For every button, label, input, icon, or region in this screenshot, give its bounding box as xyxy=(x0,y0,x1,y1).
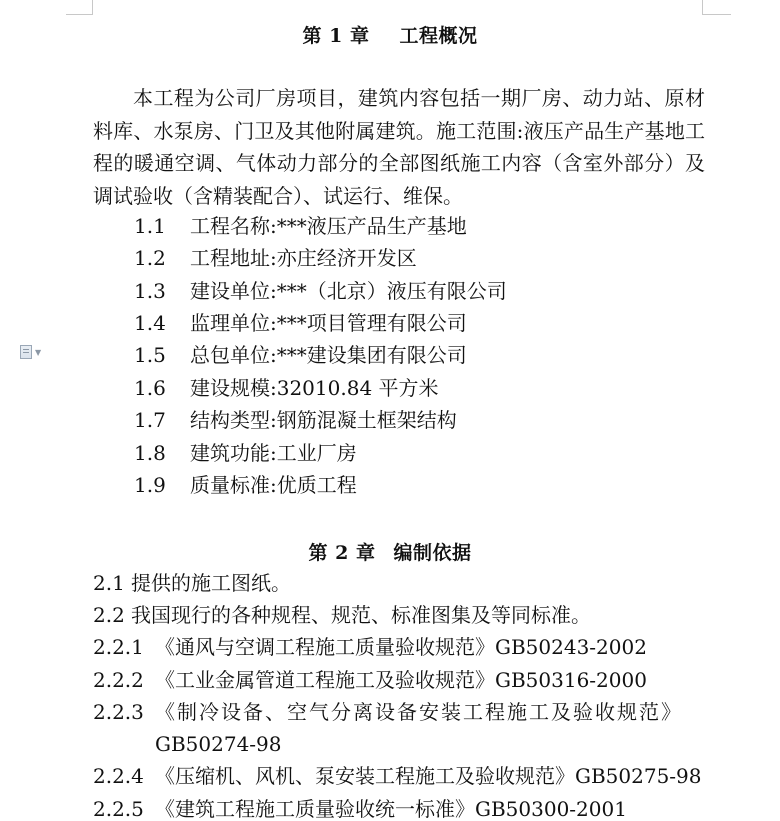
list-item: 1.2 工程地址:亦庄经济开发区 xyxy=(134,246,417,270)
page-margin-corner-top-right xyxy=(702,0,731,15)
list-item-continuation: GB50274-98 xyxy=(155,732,282,756)
chapter-1-title: 工程概况 xyxy=(399,25,478,47)
list-item: 2.2.1 《通风与空调工程施工质量验收规范》GB50243-2002 xyxy=(93,635,647,659)
list-item: 1.4 监理单位:***项目管理有限公司 xyxy=(134,311,467,335)
chapter-1-number: 第 1 章 xyxy=(302,25,370,47)
list-item: 1.6 建设规模:32010.84 平方米 xyxy=(134,376,439,400)
document-icon xyxy=(20,345,32,359)
list-item: 2.1 提供的施工图纸。 xyxy=(93,571,291,595)
chevron-down-icon: ▼ xyxy=(35,347,42,357)
chapter-2-number: 第 2 章 xyxy=(308,542,376,564)
list-item: 2.2.5 《建筑工程施工质量验收统一标准》GB50300-2001 xyxy=(93,797,627,821)
paste-options-icon[interactable] xyxy=(20,344,50,360)
list-item: 2.2.4 《压缩机、风机、泵安装工程施工及验收规范》GB50275-98 xyxy=(93,764,702,788)
chapter-2-title: 编制依据 xyxy=(393,542,472,564)
list-item: 2.2.2 《工业金属管道工程施工及验收规范》GB50316-2000 xyxy=(93,668,647,692)
chapter-1-heading xyxy=(0,21,780,48)
chapter-2-heading xyxy=(0,538,780,565)
list-item: 1.7 结构类型:钢筋混凝土框架结构 xyxy=(134,408,457,432)
list-item: 2.2.3 《制冷设备、空气分离设备安装工程施工及验收规范》 xyxy=(93,700,683,724)
chapter-1-intro-paragraph: 本工程为公司厂房项目，建筑内容包括一期厂房、动力站、原材料库、水泵房、门卫及其他附属建筑。施工范围:液压产品生产基地工程的暖通空调、气体动力部分的全部图纸施工内容（含室外部分）及调试验收（含精装配合）、试运行、维保。 xyxy=(93,86,705,208)
page-margin-corner-top-left xyxy=(66,0,93,15)
list-item: 1.9 质量标准:优质工程 xyxy=(134,473,357,497)
list-item: 1.5 总包单位:***建设集团有限公司 xyxy=(134,343,467,367)
list-item: 1.8 建筑功能:工业厂房 xyxy=(134,441,357,465)
list-item: 2.2 我国现行的各种规程、规范、标准图集及等同标准。 xyxy=(93,603,591,627)
list-item: 1.1 工程名称:***液压产品生产基地 xyxy=(134,214,467,238)
list-item: 1.3 建设单位:***（北京）液压有限公司 xyxy=(134,279,507,303)
